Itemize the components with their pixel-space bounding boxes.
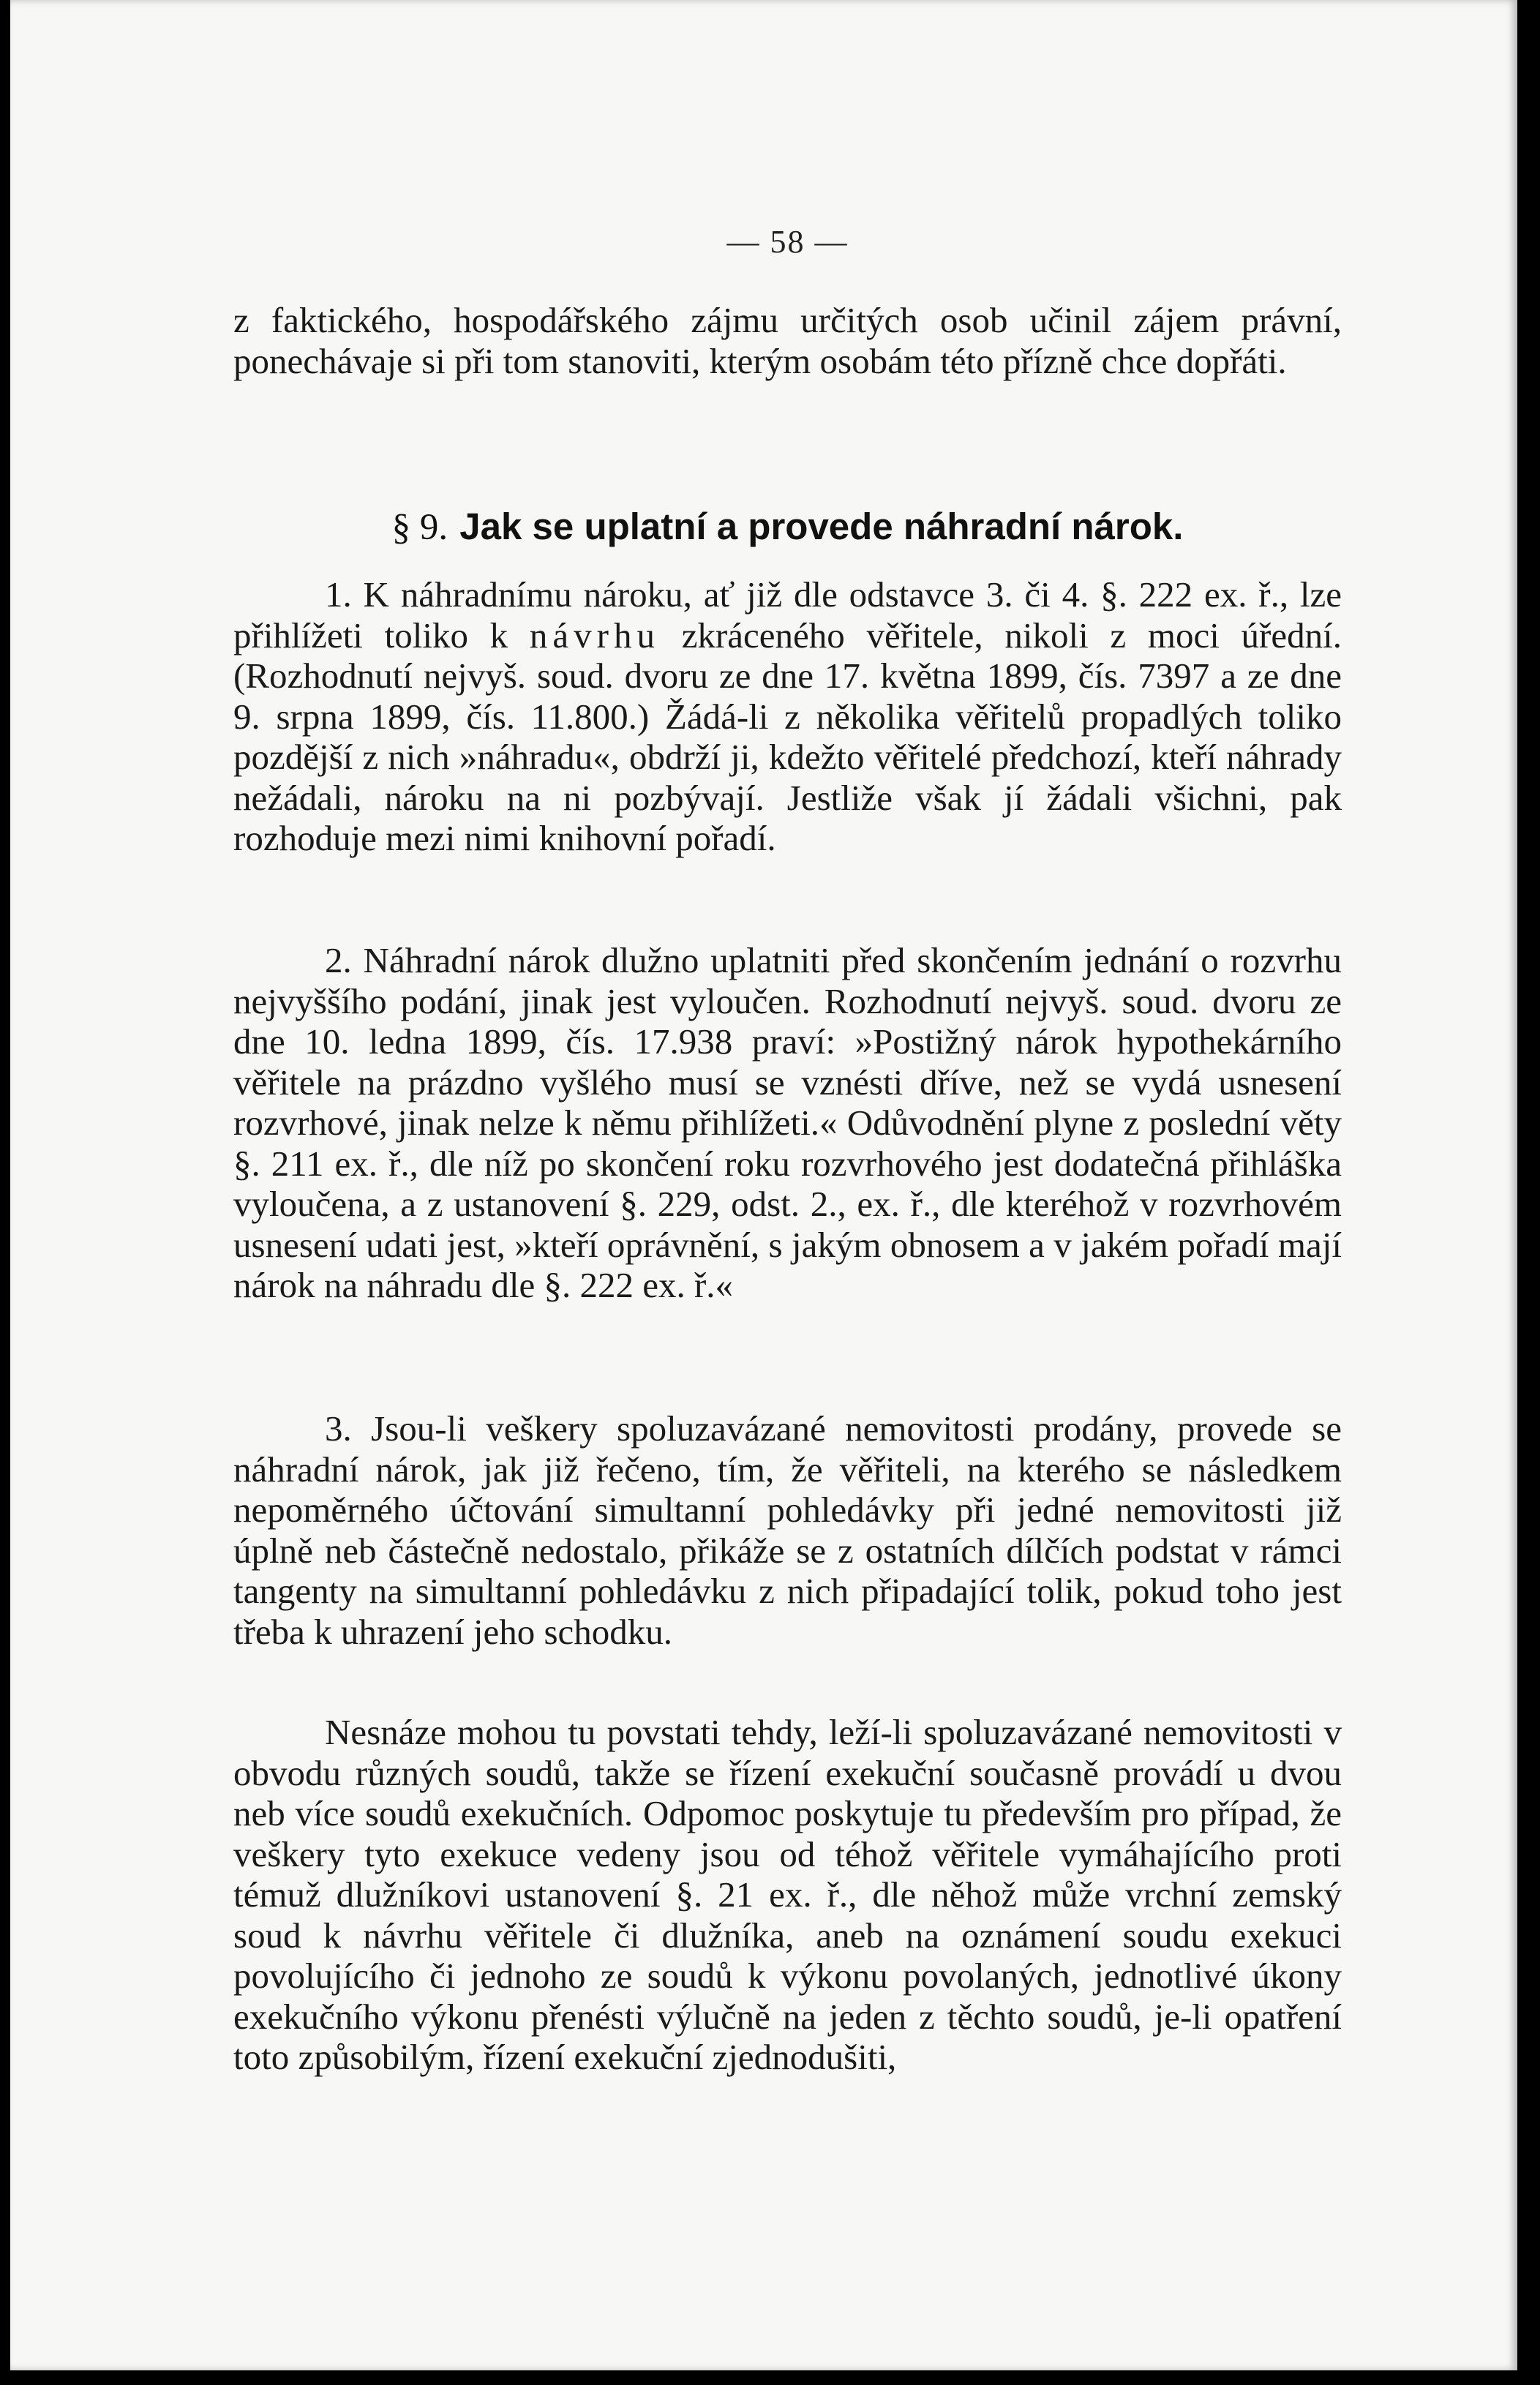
paragraph-4: Nesnáze mohou tu povstati tehdy, leží-li spoluzavázané nemovitosti v obvodu různých soudů, takže se řízení exekuční současně provádí u dvou neb více soudů exekučních. Odpomoc poskytuje tu především pro případ, že veškery tyto exekuce vedeny jsou od téhož věřitele vymáhajícího proti témuž dlužníkovi ustanovení §. 21 ex. ř., dle něhož může vrchní zemský soud k návrhu věřitele či dlužníka, aneb na oznámení soudu exekuci povolujícího či jednoho ze soudů k výkonu povolaných, jednotlivé úkony exekučního výkonu přenésti výlučně na jeden z těchto soudů, je-li opatření toto způsobilým, řízení exekuční zjednodušiti, <box>233 1712 1342 2077</box>
page-number: — 58 — <box>726 224 849 260</box>
scan-edge-right <box>1517 0 1540 2385</box>
section-heading <box>233 505 1342 549</box>
paragraph-1 <box>233 574 1342 859</box>
section-number: § 9. <box>391 507 448 548</box>
intro-paragraph: z faktického, hospodářského zájmu určitých osob učinil zájem právní, ponechávaje si při tom stanoviti, kterým osobám této přízně chce dopřáti. <box>233 300 1342 381</box>
paragraph-3: 3. Jsou-li veškery spoluzavázané nemovitosti prodány, provede se náhradní nárok, jak již řečeno, tím, že věřiteli, na kterého se následkem nepoměrného účtování simultanní pohledávky při jedné nemovitosti již úplně neb částečně nedostalo, přikáže se z ostatních dílčích podstat v rámci tangenty na simultanní pohledávku z nich připadající tolik, pokud toho jest třeba k uhrazení jeho schodku. <box>233 1408 1342 1652</box>
paragraph-1-text-b: zkráceného věřitele, nikoli z moci úřední. (Rozhodnutí nejvyš. soud. dvoru ze dne 17. května 1899, čís. 7397 a ze dne 9. srpna 1899, čís. 11.800.) Žádá-li z několika věřitelů propadlých toliko pozdější z nich »náhradu«, obdrží ji, kdežto věřitelé předchozí, kteří náhrady nežádali, nároku na ni pozbývají. Jestliže však jí žádali všichni, pak rozhoduje mezi nimi knihovní pořadí. <box>233 615 1342 858</box>
paragraph-1-emphasis: návrhu <box>529 615 660 656</box>
scan-edge-bottom <box>0 2370 1540 2385</box>
section-title: Jak se uplatní a provede náhradní nárok. <box>459 506 1184 547</box>
paragraph-1-text-a: 1. K náhradnímu nároku, ať již dle odstavce 3. či 4. §. 222 ex. ř., lze přihlížeti toliko k <box>233 574 1342 656</box>
paragraph-2: 2. Náhradní nárok dlužno uplatniti před skončením jednání o rozvrhu nejvyššího podání, jinak jest vyloučen. Rozhodnutí nejvyš. soud. dvoru ze dne 10. ledna 1899, čís. 17.938 praví: »Postižný nárok hypothekárního věřitele na prázdno vyšlého musí se vznésti dříve, než se vydá usnesení rozvrhové, jinak nelze k němu přihlížeti.« Odůvodnění plyne z poslední věty §. 211 ex. ř., dle níž po skončení roku rozvrhového jest dodatečná přihláška vyloučena, a z ustanovení §. 229, odst. 2., ex. ř., dle kteréhož v rozvrhovém usnesení udati jest, »kteří oprávnění, s jakým obnosem a v jakém pořadí mají nárok na náhradu dle §. 222 ex. ř.« <box>233 940 1342 1305</box>
book-page <box>10 0 1517 2370</box>
